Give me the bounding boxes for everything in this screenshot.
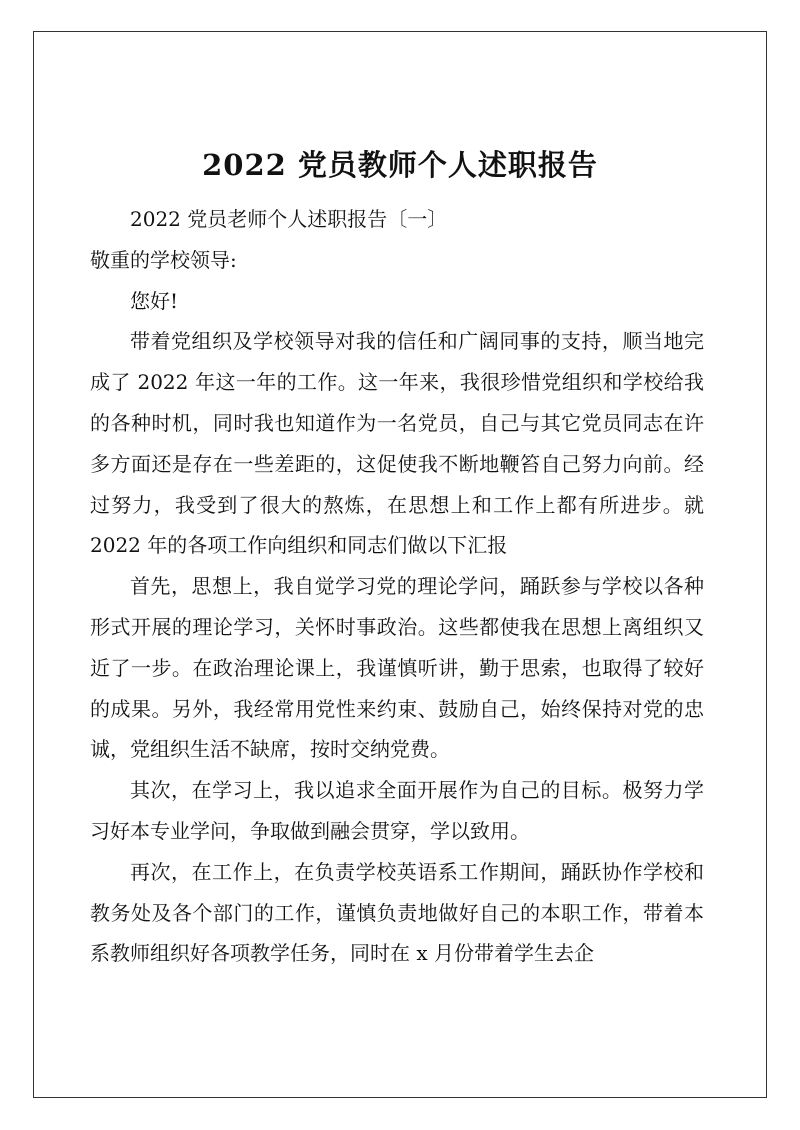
paragraph-ideology: 首先，思想上，我自觉学习党的理论学问，踊跃参与学校以各种形式开展的理论学习，关怀时事政治。这些都使我在思想上离组织又近了一步。在政治理论课上，我谨慎听讲，勤于思索，也取得了较好的成果。另外，我经常用党性来约束、鼓励自己，始终保持对党的忠诚，党组织生活不缺席，按时交纳党费。 (90, 574, 704, 762)
paragraph-study: 其次，在学习上，我以追求全面开展作为自己的目标。极努力学习好本专业学问，争取做到融会贯穿，学以致用。 (90, 778, 704, 843)
salutation: 敬重的学校领导: (90, 247, 237, 272)
document-subtitle: 2022 党员老师个人述职报告〔一〕 (130, 207, 448, 231)
document-body (90, 199, 704, 974)
greeting: 您好! (130, 288, 179, 313)
document-title: 2022 党员教师个人述职报告 (202, 148, 598, 183)
paragraph-intro: 带着党组织及学校领导对我的信任和广阔同事的支持，顺当地完成了 2022 年这一年的工作。这一年来，我很珍惜党组织和学校给我的各种时机，同时我也知道作为一名党员，自己与其它党员同志在许多方面还是存在一些差距的，这促使我不断地鞭笞自己努力向前。经过努力，我受到了很大的熬炼，在思想上和工作上都有所进步。就 2022 年的各项工作向组织和同志们做以下汇报 (90, 329, 704, 558)
paragraph-work: 再次，在工作上，在负责学校英语系工作期间，踊跃协作学校和教务处及各个部门的工作，谨慎负责地做好自己的本职工作，带着本系教师组织好各项教学任务，同时在 x 月份带着学生去企 (90, 859, 704, 966)
